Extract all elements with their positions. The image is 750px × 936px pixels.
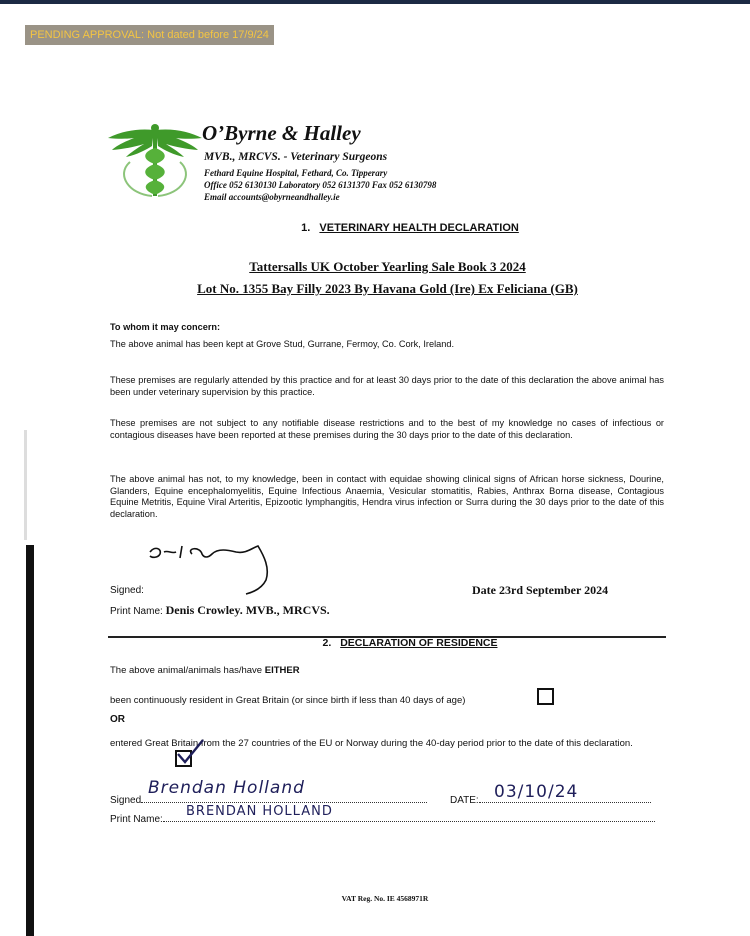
top-border (0, 0, 750, 4)
print-name-value-2: BRENDAN HOLLAND (186, 804, 333, 819)
residence-intro-text: The above animal/animals has/have (110, 665, 265, 676)
residence-option-1: been continuously resident in Great Britain (or since birth if less than 40 days of age) (110, 695, 466, 706)
section-2-title: DECLARATION OF RESIDENCE (340, 637, 498, 649)
section-1-number: 1. (301, 222, 311, 234)
print-name-value-1: Denis Crowley. MVB., MRCVS. (165, 603, 330, 617)
sale-title: Tattersalls UK October Yearling Sale Book 3 2024 (249, 259, 526, 274)
signed-label-2: Signed (110, 795, 142, 806)
section-2-number: 2. (322, 637, 332, 649)
section-1-title: VETERINARY HEALTH DECLARATION (319, 222, 519, 234)
address-line-1: Fethard Equine Hospital, Fethard, Co. Tipperary (204, 168, 388, 178)
caduceus-logo-icon (106, 122, 204, 200)
or-label: OR (110, 714, 125, 725)
scan-edge-dark (26, 545, 34, 936)
paragraph-supervision: These premises are regularly attended by this practice and for at least 30 days prior to the date of this declaration the above animal has been under veterinary supervision by this practice. (110, 375, 664, 397)
date-value-2: 03/10/24 (494, 782, 579, 802)
residence-intro (110, 665, 300, 676)
section-1-heading (0, 222, 750, 234)
date-label-2: DATE: (450, 795, 479, 806)
option-1-checkbox[interactable] (537, 688, 554, 705)
firm-subtitle: MVB., MRCVS. - Veterinary Surgeons (204, 151, 388, 163)
vat-number: VAT Reg. No. IE 4568971R (341, 894, 429, 903)
paragraph-location: The above animal has been kept at Grove Stud, Gurrane, Fermoy, Co. Cork, Ireland. (110, 339, 455, 349)
lot-title: Lot No. 1355 Bay Filly 2023 By Havana Gold (Ire) Ex Feliciana (GB) (197, 281, 578, 296)
paragraph-contact-declaration: The above animal has not, to my knowledge, been in contact with equidae showing clinical signs of African horse sickness, Dourine, Glanders, Equine encephalomyelitis, Equine Infectious Anaemia, Vesicular stomatitis, Rabies, Anthrax Borna disease, Contagious Equine Metritis, Equine Viral Arteritis, Epizootic lymphangitis, Hendra virus infection or Surra during the 30 days prior to the date of this declaration. (110, 474, 664, 519)
vet-signature (146, 540, 276, 596)
pending-approval-badge: PENDING APPROVAL: Not dated before 17/9/24 (25, 25, 274, 45)
checkmark-icon (176, 738, 206, 766)
either-emphasis: EITHER (264, 665, 300, 676)
print-name-label-1: Print Name: (110, 606, 163, 617)
salutation: To whom it may concern: (110, 322, 221, 332)
section-2-heading (0, 637, 750, 649)
residence-option-2: entered Great Britain from the 27 countries of the EU or Norway during the 40-day period prior to the date of this declaration. (110, 738, 633, 749)
address-line-3: Email accounts@obyrneandhalley.ie (204, 192, 340, 202)
print-name-label-2: Print Name: (110, 814, 163, 825)
signature-2: Brendan Holland (148, 778, 305, 798)
firm-address (204, 167, 436, 203)
signed-label-1: Signed: (110, 585, 144, 596)
scan-edge-light (24, 430, 27, 540)
address-line-2: Office 052 6130130 Laboratory 052 6131370 Fax 052 6130798 (204, 180, 437, 190)
signature-date-1: Date 23rd September 2024 (472, 583, 609, 597)
paragraph-disease-restrictions: These premises are not subject to any notifiable disease restrictions and to the best of my knowledge no cases of infectious or contagious diseases have been reported at these premises during the 30 days prior to the date of this declaration. (110, 418, 664, 440)
print-name-row-1 (110, 603, 330, 618)
firm-name: O’Byrne & Halley (202, 121, 361, 145)
